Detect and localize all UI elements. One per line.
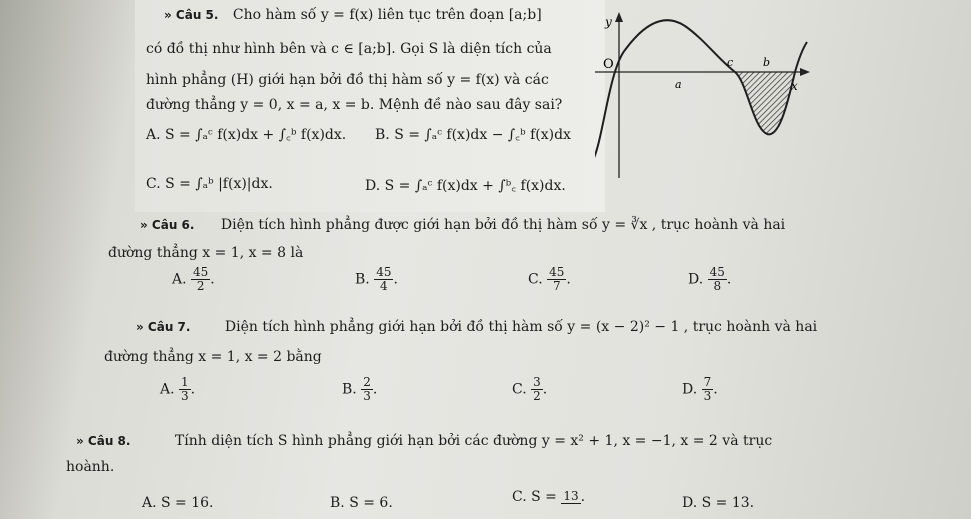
q8-text-2: hoành.	[66, 459, 115, 475]
q5-label: » Câu 5.	[164, 8, 219, 22]
q6-c-letter: C.	[528, 271, 543, 288]
b-label: b	[763, 56, 771, 69]
a-label: a	[675, 78, 682, 91]
q6-d-den: 8	[713, 279, 722, 293]
q7-c-den: 2	[533, 389, 541, 403]
q7-c-fraction	[531, 376, 543, 403]
q7-option-a[interactable]: A. $\frac{1}{3}$ .	[160, 375, 196, 403]
y-axis-arrow	[615, 12, 623, 22]
q6-line1	[140, 216, 785, 234]
q5-text-3: hình phẳng (H) giới hạn bởi đồ thị hàm số y = f(x) và các	[146, 72, 549, 88]
q6-a-fraction	[191, 266, 210, 293]
q8-text-1: Tính diện tích S hình phẳng giới hạn bởi các đường y = x² + 1, x = −1, x = 2 và trục	[174, 433, 773, 449]
q7-option-d[interactable]: D. $\frac{7}{3}$ .	[682, 375, 718, 403]
q8-option-c[interactable]: C. S = 13 .	[512, 489, 586, 505]
shaded-region	[735, 72, 795, 134]
q8-option-a[interactable]: A. S = 16.	[142, 495, 214, 511]
q5-option-a[interactable]: A. S = ∫ₐᶜ f(x)dx + ∫꜀ᵇ f(x)dx.	[146, 127, 347, 143]
q7-d-fraction	[702, 376, 714, 403]
q5-option-c[interactable]: C. S = ∫ₐᵇ |f(x)|dx.	[146, 176, 273, 192]
q7-c-num: 3	[533, 375, 541, 389]
q8-label: » Câu 8.	[76, 434, 131, 448]
q6-d-num: 45	[709, 265, 725, 279]
c-label: c	[727, 56, 734, 69]
q5-text-2: có đồ thị như hình bên và c ∈ [a;b]. Gọi S là diện tích của	[146, 41, 552, 57]
q7-text-1: Diện tích hình phẳng giới hạn bởi đồ thị hàm số y = (x − 2)² − 1 , trục hoành và hai	[224, 319, 818, 335]
q6-label: » Câu 6.	[140, 218, 195, 232]
q8-line1	[76, 432, 772, 450]
q8-c-fraction	[561, 490, 580, 504]
q6-option-c[interactable]: C. $\frac{45}{7}$ .	[528, 265, 571, 293]
q5-text-4: đường thẳng y = 0, x = a, x = b. Mệnh đề nào sau đây sai?	[146, 97, 563, 113]
q8-c-letter: C.	[512, 489, 527, 505]
q7-option-b[interactable]: B. $\frac{2}{3}$ .	[342, 375, 378, 403]
q7-line1	[136, 318, 817, 336]
q7-a-num: 1	[181, 375, 189, 389]
q7-option-c[interactable]: C. $\frac{3}{2}$ .	[512, 375, 548, 403]
q7-b-fraction	[361, 376, 373, 403]
q5-graph	[595, 10, 810, 185]
q6-a-den: 2	[196, 279, 205, 293]
q5-option-b[interactable]: B. S = ∫ₐᶜ f(x)dx − ∫꜀ᵇ f(x)dx	[375, 127, 571, 143]
origin-label: O	[603, 57, 614, 72]
q6-option-d[interactable]: D. $\frac{45}{8}$ .	[688, 265, 732, 293]
q6-c-fraction	[547, 266, 566, 293]
q6-d-fraction	[708, 266, 727, 293]
y-axis-label: y	[605, 15, 612, 29]
q6-option-b[interactable]: B. $\frac{45}{4}$ .	[355, 265, 398, 293]
q8-option-d[interactable]: D. S = 13.	[682, 495, 755, 511]
q7-text-2: đường thẳng x = 1, x = 2 bằng	[104, 349, 322, 365]
q6-text-1: Diện tích hình phẳng được giới hạn bởi đồ thị hàm số y = ∛x , trục hoành và hai	[220, 217, 786, 233]
x-axis-label: x	[791, 79, 798, 93]
q7-d-letter: D.	[682, 381, 698, 398]
q6-a-letter: A.	[172, 271, 187, 288]
q5-option-d[interactable]: D. S = ∫ₐᶜ f(x)dx + ∫ᵇ꜀ f(x)dx.	[365, 178, 566, 194]
q6-b-den: 4	[380, 279, 388, 293]
q6-b-num: 45	[376, 265, 392, 279]
q7-d-num: 7	[703, 375, 712, 389]
q6-b-letter: B.	[355, 271, 370, 288]
q6-d-letter: D.	[688, 271, 704, 288]
q7-d-den: 3	[703, 389, 712, 403]
q6-c-num: 45	[549, 265, 565, 279]
q6-option-a[interactable]: A. $\frac{45}{2}$ .	[172, 265, 215, 293]
q7-a-den: 3	[181, 389, 189, 403]
q8-option-b[interactable]: B. S = 6.	[330, 495, 393, 511]
q7-a-fraction	[179, 376, 191, 403]
q8-c-prefix: S =	[531, 489, 557, 505]
q7-b-den: 3	[363, 389, 371, 403]
q8-c-num: 13	[563, 489, 579, 503]
q7-label: » Câu 7.	[136, 320, 191, 334]
q7-a-letter: A.	[160, 381, 175, 398]
q7-b-num: 2	[363, 375, 371, 389]
q7-c-letter: C.	[512, 381, 527, 398]
q5-line1	[164, 6, 542, 24]
q6-b-fraction	[374, 266, 393, 293]
q6-a-num: 45	[193, 265, 209, 279]
q6-c-den: 7	[552, 279, 561, 293]
q5-text-1: Cho hàm số y = f(x) liên tục trên đoạn [a;b]	[232, 7, 542, 23]
q6-text-2: đường thẳng x = 1, x = 8 là	[108, 245, 304, 261]
q7-b-letter: B.	[342, 381, 357, 398]
x-axis-arrow	[800, 68, 810, 76]
